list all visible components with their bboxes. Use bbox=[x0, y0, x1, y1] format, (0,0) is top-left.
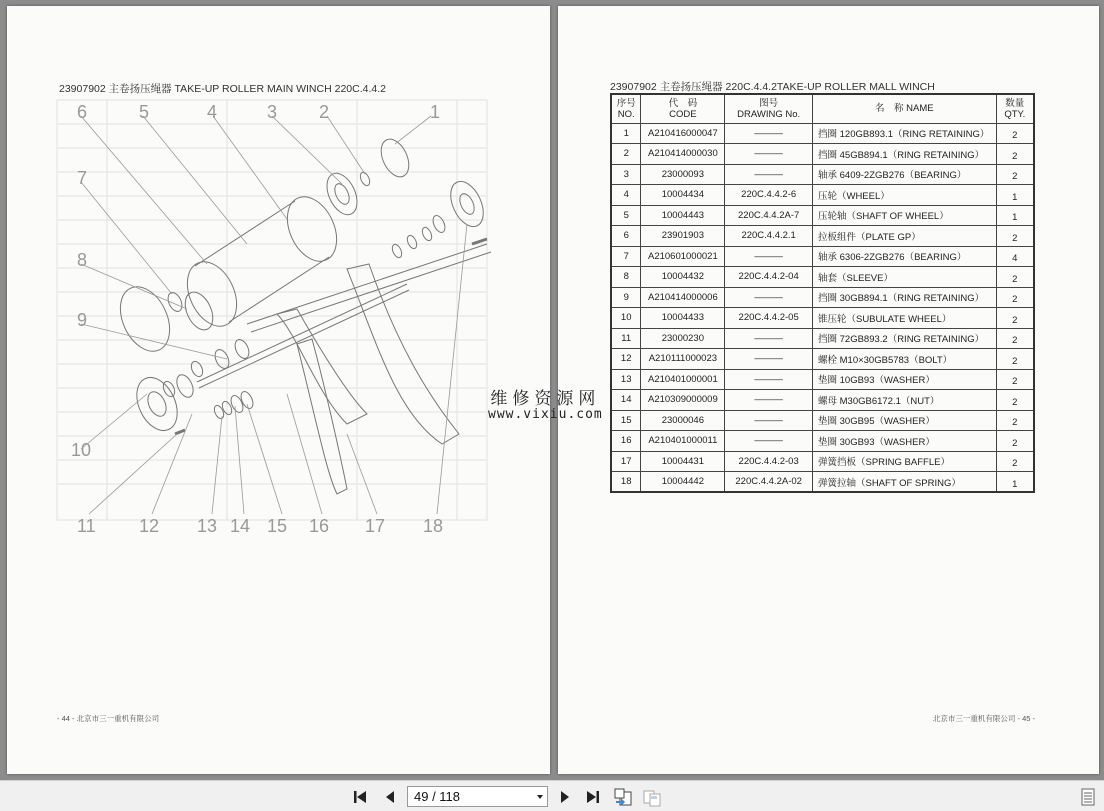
cell-no: 7 bbox=[611, 246, 641, 267]
single-page-view-icon bbox=[613, 787, 633, 807]
cell-name: 锥压轮（SUBULATE WHEEL） bbox=[812, 308, 996, 329]
cell-name: 压轮轴（SHAFT OF WHEEL） bbox=[812, 205, 996, 226]
cell-qty: 2 bbox=[996, 123, 1034, 144]
cell-name: 螺栓 M10×30GB5783（BOLT） bbox=[812, 349, 996, 370]
table-row bbox=[611, 205, 1034, 226]
cell-qty: 2 bbox=[996, 267, 1034, 288]
cell-no: 12 bbox=[611, 349, 641, 370]
cell-qty: 2 bbox=[996, 328, 1034, 349]
right-page-title: 23907902 主卷扬压绳器 220C.4.4.2TAKE-UP ROLLER MALL WINCH bbox=[610, 81, 935, 93]
page-indicator: 49 / 118 bbox=[414, 789, 461, 804]
cell-name: 挡圈 45GB894.1（RING RETAINING） bbox=[812, 144, 996, 165]
cell-qty: 1 bbox=[996, 205, 1034, 226]
cell-drawing: ——— bbox=[725, 349, 813, 370]
cell-qty: 2 bbox=[996, 308, 1034, 329]
cell-name: 轴套（SLEEVE） bbox=[812, 267, 996, 288]
watermark-url: www.vixiu.com bbox=[488, 407, 603, 422]
cell-drawing: ——— bbox=[725, 410, 813, 431]
cell-qty: 2 bbox=[996, 164, 1034, 185]
cell-code: 23000093 bbox=[641, 164, 725, 185]
cell-qty: 2 bbox=[996, 287, 1034, 308]
cell-qty: 2 bbox=[996, 390, 1034, 411]
cell-code: 10004434 bbox=[641, 185, 725, 206]
callout-15: 15 bbox=[267, 516, 288, 536]
callout-9: 9 bbox=[77, 310, 88, 330]
cell-drawing: ——— bbox=[725, 164, 813, 185]
cell-no: 5 bbox=[611, 205, 641, 226]
cell-no: 3 bbox=[611, 164, 641, 185]
exploded-assembly-drawing bbox=[47, 94, 517, 544]
table-row bbox=[611, 349, 1034, 370]
table-row bbox=[611, 369, 1034, 390]
parts-table bbox=[610, 93, 1035, 493]
cell-code: 10004433 bbox=[641, 308, 725, 329]
table-row bbox=[611, 287, 1034, 308]
cell-name: 轴承 6306-2ZGB276（BEARING） bbox=[812, 246, 996, 267]
callout-12: 12 bbox=[139, 516, 160, 536]
header-code: 代 码 CODE bbox=[641, 94, 725, 123]
watermark-text: 维修资源网 bbox=[490, 389, 601, 409]
cell-qty: 2 bbox=[996, 144, 1034, 165]
cell-no: 15 bbox=[611, 410, 641, 431]
cell-no: 10 bbox=[611, 308, 641, 329]
two-page-view-button[interactable] bbox=[642, 787, 662, 807]
callout-2: 2 bbox=[319, 102, 330, 122]
cell-code: 23901903 bbox=[641, 226, 725, 247]
callout-18: 18 bbox=[423, 516, 444, 536]
cell-drawing: 220C.4.4.2A-02 bbox=[725, 472, 813, 493]
cell-no: 8 bbox=[611, 267, 641, 288]
cell-code: A210401000011 bbox=[641, 431, 725, 452]
table-row bbox=[611, 472, 1034, 493]
page-number-select[interactable] bbox=[407, 786, 548, 807]
cell-no: 18 bbox=[611, 472, 641, 493]
left-page-footer: - 44 - 北京市三一重机有限公司 bbox=[57, 714, 160, 723]
cell-code: 10004443 bbox=[641, 205, 725, 226]
menu-button[interactable] bbox=[1078, 787, 1098, 807]
previous-page-icon bbox=[383, 789, 397, 805]
callout-4: 4 bbox=[207, 102, 218, 122]
callout-5: 5 bbox=[139, 102, 150, 122]
header-name: 名 称 NAME bbox=[812, 94, 996, 123]
cell-name: 垫圈 30GB95（WASHER） bbox=[812, 410, 996, 431]
cell-drawing: ——— bbox=[725, 287, 813, 308]
cell-code: 23000230 bbox=[641, 328, 725, 349]
cell-no: 17 bbox=[611, 451, 641, 472]
watermark bbox=[488, 384, 603, 422]
last-page-button[interactable] bbox=[582, 787, 602, 807]
cell-name: 轴承 6409-2ZGB276（BEARING） bbox=[812, 164, 996, 185]
cell-drawing: ——— bbox=[725, 144, 813, 165]
cell-name: 弹簧挡板（SPRING BAFFLE） bbox=[812, 451, 996, 472]
cell-name: 挡圈 120GB893.1（RING RETAINING） bbox=[812, 123, 996, 144]
callout-13: 13 bbox=[197, 516, 218, 536]
left-page-title: 23907902 主卷扬压绳器 TAKE-UP ROLLER MAIN WINCH 220C.4.4.2 bbox=[59, 83, 386, 95]
table-row bbox=[611, 246, 1034, 267]
page-45 bbox=[558, 6, 1099, 774]
header-no: 序号 NO. bbox=[611, 94, 641, 123]
cell-name: 压轮（WHEEL） bbox=[812, 185, 996, 206]
callout-11: 11 bbox=[77, 516, 96, 536]
cell-drawing: ——— bbox=[725, 390, 813, 411]
table-row bbox=[611, 267, 1034, 288]
cell-code: 23000046 bbox=[641, 410, 725, 431]
cell-no: 16 bbox=[611, 431, 641, 452]
last-page-icon bbox=[583, 789, 601, 805]
callout-17: 17 bbox=[365, 516, 386, 536]
cell-name: 弹簧拉轴（SHAFT OF SPRING） bbox=[812, 472, 996, 493]
cell-no: 11 bbox=[611, 328, 641, 349]
cell-qty: 2 bbox=[996, 451, 1034, 472]
cell-name: 拉板组件（PLATE GP） bbox=[812, 226, 996, 247]
cell-no: 9 bbox=[611, 287, 641, 308]
callout-6: 6 bbox=[77, 102, 88, 122]
table-row bbox=[611, 226, 1034, 247]
cell-qty: 2 bbox=[996, 349, 1034, 370]
table-row bbox=[611, 144, 1034, 165]
callout-1: 1 bbox=[430, 102, 441, 122]
cell-drawing: 220C.4.4.2.1 bbox=[725, 226, 813, 247]
menu-icon bbox=[1080, 788, 1096, 806]
callout-8: 8 bbox=[77, 250, 88, 270]
cell-qty: 4 bbox=[996, 246, 1034, 267]
two-page-view-icon bbox=[642, 787, 662, 807]
cell-drawing: ——— bbox=[725, 369, 813, 390]
cell-drawing: 220C.4.4.2-05 bbox=[725, 308, 813, 329]
previous-page-button[interactable] bbox=[380, 787, 400, 807]
cell-code: A210416000047 bbox=[641, 123, 725, 144]
cell-drawing: 220C.4.4.2-04 bbox=[725, 267, 813, 288]
cell-code: A210111000023 bbox=[641, 349, 725, 370]
next-page-icon bbox=[558, 789, 572, 805]
cell-code: A210414000030 bbox=[641, 144, 725, 165]
cell-no: 1 bbox=[611, 123, 641, 144]
navigation-toolbar bbox=[0, 780, 1104, 811]
cell-no: 2 bbox=[611, 144, 641, 165]
cell-drawing: 220C.4.4.2-03 bbox=[725, 451, 813, 472]
cell-code: A210309000009 bbox=[641, 390, 725, 411]
table-row bbox=[611, 410, 1034, 431]
cell-name: 垫圈 30GB93（WASHER） bbox=[812, 431, 996, 452]
cell-no: 4 bbox=[611, 185, 641, 206]
callout-3: 3 bbox=[267, 102, 278, 122]
cell-qty: 2 bbox=[996, 410, 1034, 431]
cell-code: A210401000001 bbox=[641, 369, 725, 390]
chevron-down-icon bbox=[537, 795, 543, 799]
header-qty: 数量 QTY. bbox=[996, 94, 1034, 123]
cell-code: A210414000006 bbox=[641, 287, 725, 308]
table-row bbox=[611, 328, 1034, 349]
cell-no: 14 bbox=[611, 390, 641, 411]
table-row bbox=[611, 308, 1034, 329]
callout-10: 10 bbox=[71, 440, 92, 460]
first-page-button[interactable] bbox=[351, 787, 371, 807]
cell-drawing: ——— bbox=[725, 123, 813, 144]
cell-drawing: 220C.4.4.2-6 bbox=[725, 185, 813, 206]
header-drawing: 图号 DRAWING No. bbox=[725, 94, 813, 123]
cell-qty: 1 bbox=[996, 185, 1034, 206]
cell-name: 挡圈 72GB893.2（RING RETAINING） bbox=[812, 328, 996, 349]
cell-code: A210601000021 bbox=[641, 246, 725, 267]
table-header-row bbox=[611, 94, 1034, 123]
cell-qty: 2 bbox=[996, 226, 1034, 247]
page-44 bbox=[7, 6, 550, 774]
cell-qty: 1 bbox=[996, 472, 1034, 493]
callout-16: 16 bbox=[309, 516, 330, 536]
next-page-button[interactable] bbox=[555, 787, 575, 807]
cell-code: 10004442 bbox=[641, 472, 725, 493]
cell-drawing: ——— bbox=[725, 431, 813, 452]
cell-drawing: 220C.4.4.2A-7 bbox=[725, 205, 813, 226]
cell-code: 10004431 bbox=[641, 451, 725, 472]
cell-no: 13 bbox=[611, 369, 641, 390]
table-row bbox=[611, 451, 1034, 472]
single-page-view-button[interactable] bbox=[613, 787, 633, 807]
callout-7: 7 bbox=[77, 168, 88, 188]
table-row bbox=[611, 390, 1034, 411]
table-row bbox=[611, 123, 1034, 144]
cell-qty: 2 bbox=[996, 369, 1034, 390]
cell-name: 挡圈 30GB894.1（RING RETAINING） bbox=[812, 287, 996, 308]
cell-name: 垫圈 10GB93（WASHER） bbox=[812, 369, 996, 390]
first-page-icon bbox=[352, 789, 370, 805]
callout-14: 14 bbox=[230, 516, 251, 536]
cell-drawing: ——— bbox=[725, 246, 813, 267]
cell-drawing: ——— bbox=[725, 328, 813, 349]
cell-code: 10004432 bbox=[641, 267, 725, 288]
table-row bbox=[611, 185, 1034, 206]
table-row bbox=[611, 431, 1034, 452]
cell-name: 螺母 M30GB6172.1（NUT） bbox=[812, 390, 996, 411]
right-page-footer: 北京市三一重机有限公司 - 45 - bbox=[932, 714, 1035, 723]
table-row bbox=[611, 164, 1034, 185]
cell-no: 6 bbox=[611, 226, 641, 247]
cell-qty: 2 bbox=[996, 431, 1034, 452]
